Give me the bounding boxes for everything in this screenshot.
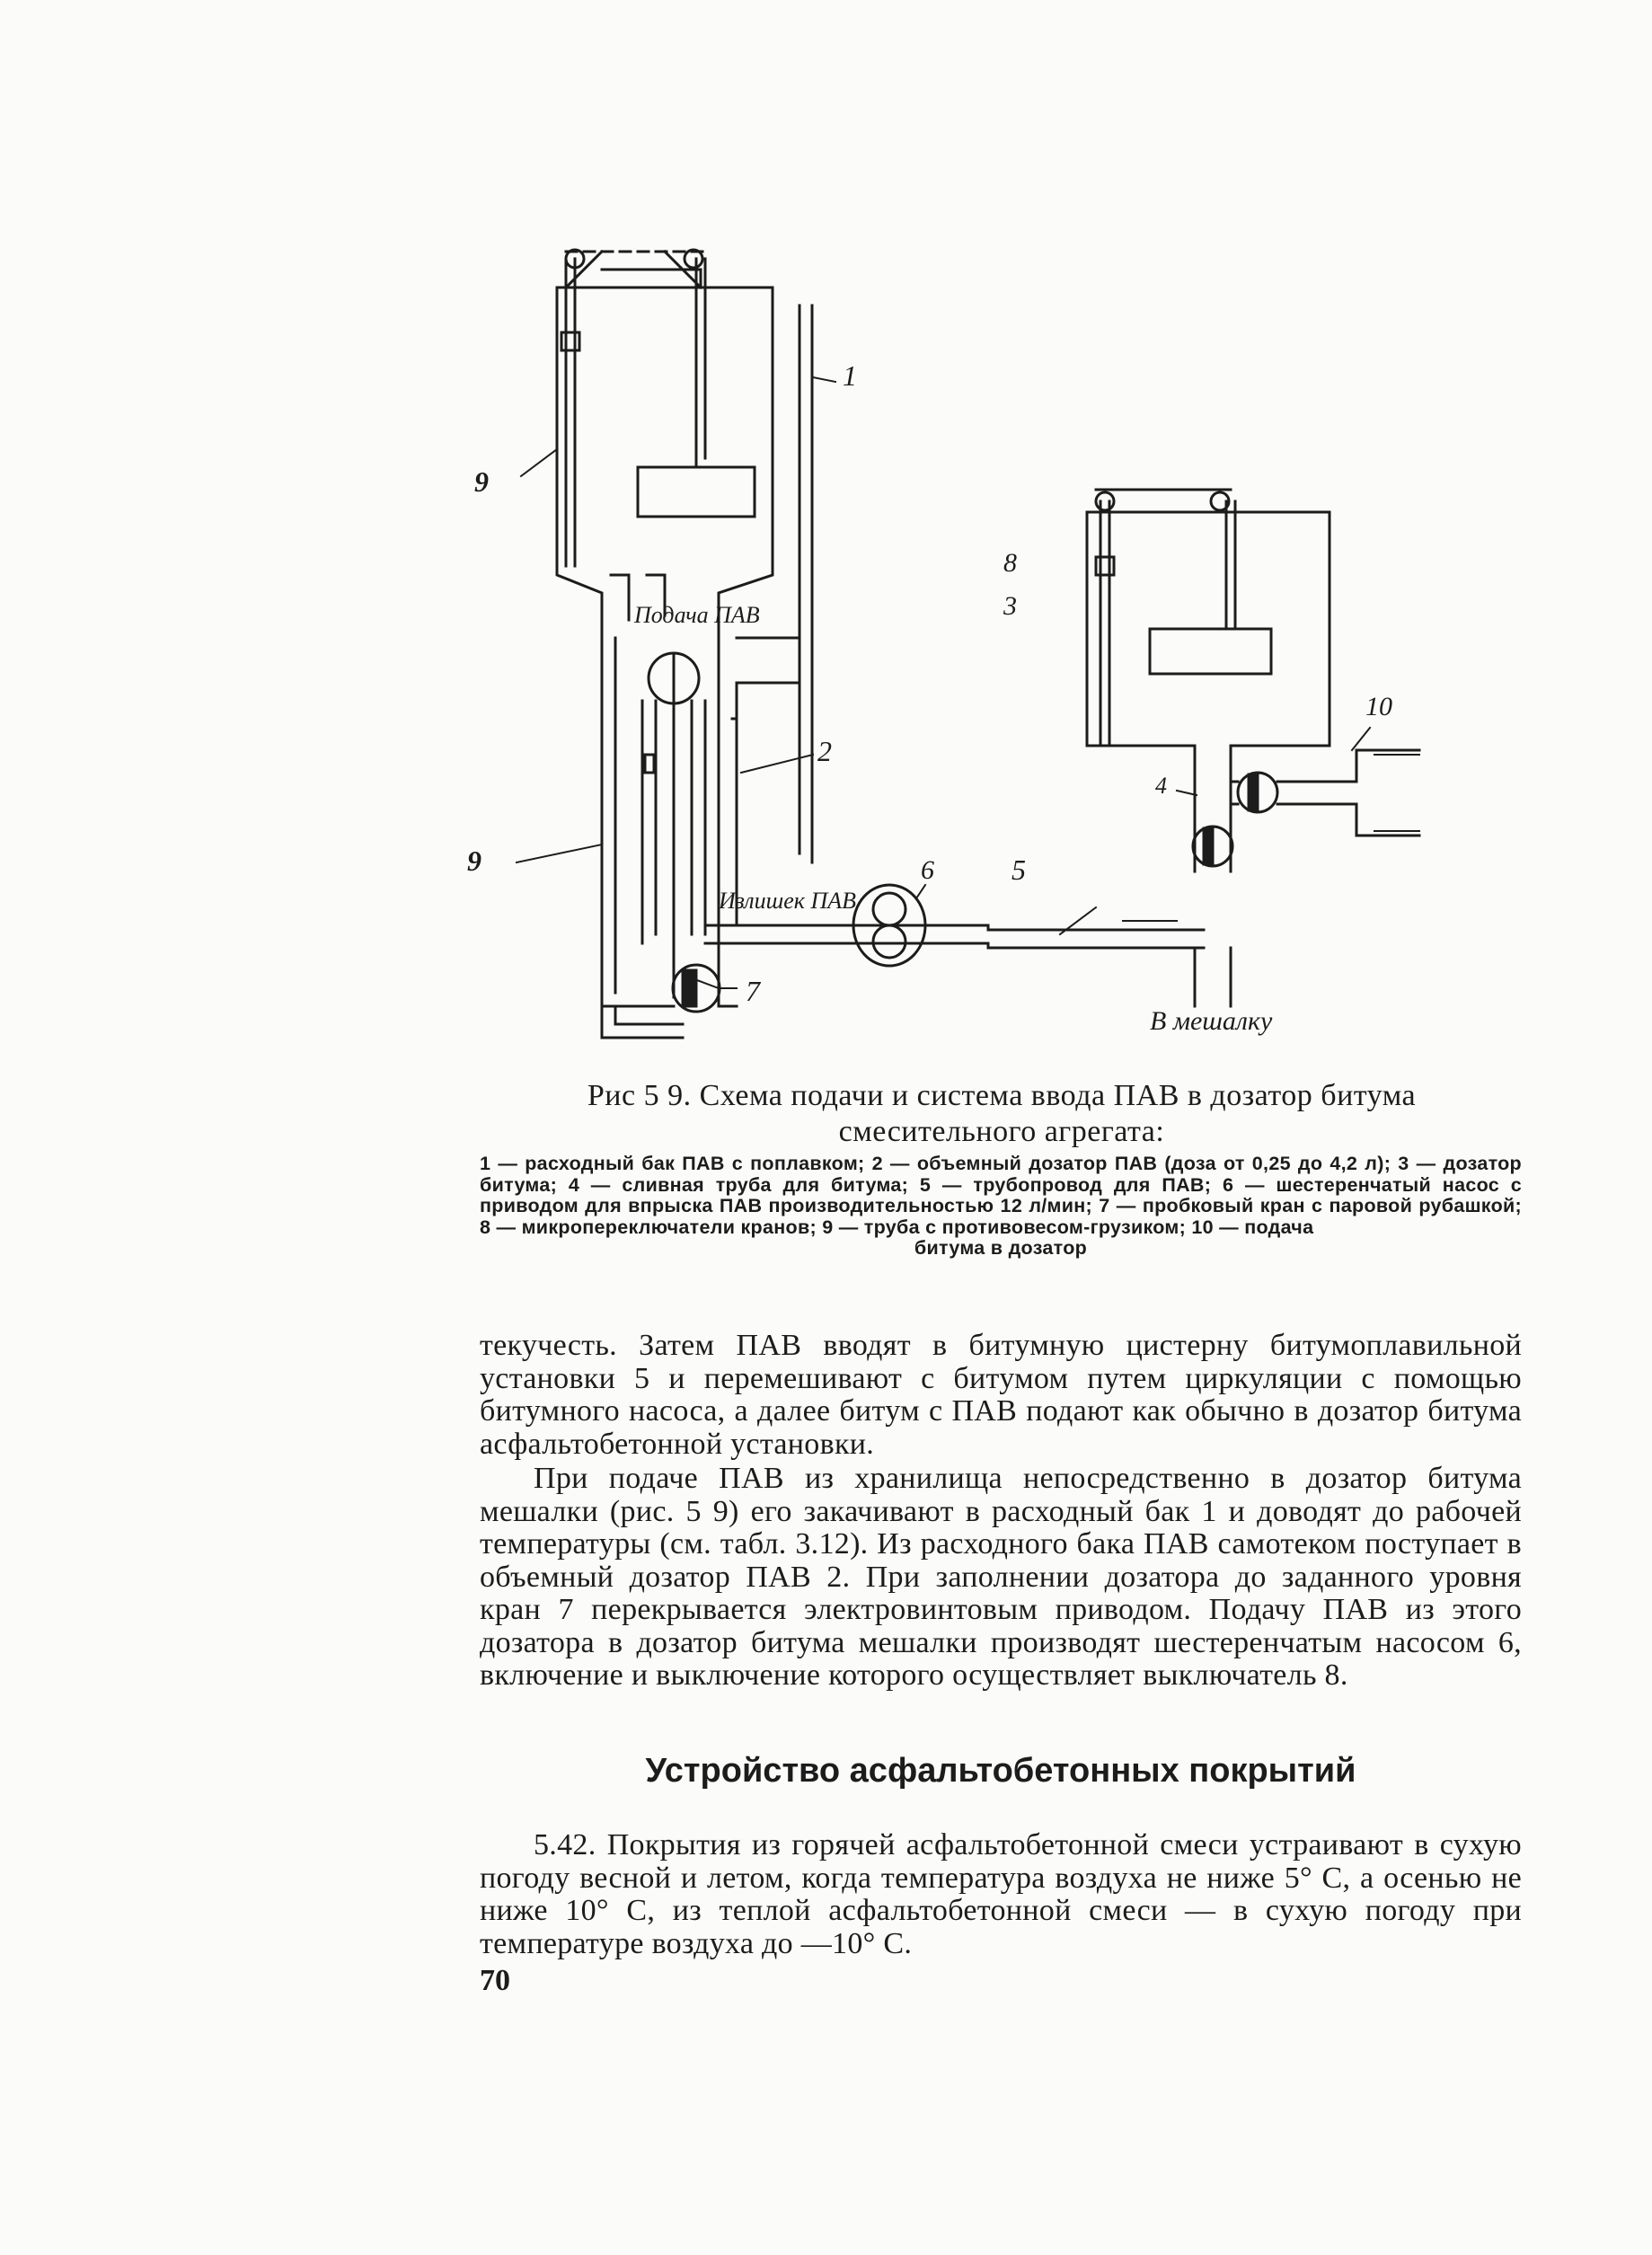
surfactant-pipeline xyxy=(705,921,1204,948)
drain-pipe-4 xyxy=(1193,750,1419,1006)
return-pipe xyxy=(602,1006,683,1038)
label-supply: Подача ПАВ xyxy=(634,602,760,628)
supply-tank xyxy=(557,250,773,638)
bitumen-dispenser xyxy=(1087,490,1330,871)
label-3: 3 xyxy=(1003,591,1017,621)
page-number: 70 xyxy=(480,1964,510,1997)
label-10: 10 xyxy=(1365,692,1392,721)
label-9-top: 9 xyxy=(474,465,489,498)
label-1: 1 xyxy=(843,359,857,392)
diagram-svg xyxy=(467,216,1545,1069)
label-8: 8 xyxy=(1003,548,1017,578)
label-4: 4 xyxy=(1155,773,1167,799)
legend-last-line: битума в дозатор xyxy=(914,1237,1088,1259)
surfactant-dispenser xyxy=(602,633,737,1006)
label-2: 2 xyxy=(817,735,832,767)
section-heading: Устройство асфальтобетонных покрытий xyxy=(645,1752,1356,1790)
legend-text: 1 — расходный бак ПАВ с поплавком; 2 — объемный дозатор ПАВ (доза от 0,25 до 4,2 л); 3 — дозатор битума; 4 — сливная труба для битума; 5 — трубопровод для ПАВ; 6 — шестеренчатый насос с приводом для впрыска ПАВ производительностью 12 л/мин; 7 — пробковый кран с паровой рубашкой; 8 — микропереключатели кранов; 9 — труба с противовесом-грузиком; 10 — подача xyxy=(480,1153,1522,1238)
label-5: 5 xyxy=(1012,853,1026,886)
figure-caption-legend xyxy=(480,1154,1522,1260)
bitumen-float xyxy=(1150,629,1271,674)
label-6: 6 xyxy=(921,855,934,885)
paragraph-3: 5.42. Покрытия из горячей асфальтобетонной смеси устраивают в сухую погоду весной и летом, когда температура воздуха не ниже 5° С, а осенью не ниже 10° С, из теплой асфальтобетонной смеси — в сухую погоду при температуре воздуха до —10° С. xyxy=(480,1828,1522,1960)
counterweight-pipe-left xyxy=(561,259,579,566)
paragraph-2: При подаче ПАВ из хранилища непосредственно в дозатор битума мешалки (рис. 5 9) его закачивают в расходный бак 1 и доводят до рабочей температуры (см. табл. 3.12). Из расходного бака ПАВ самотеком поступает в объемный дозатор ПАВ 2. При заполнении дозатора до заданного уровня кран 7 перекрывается электровинтовым приводом. Подачу ПАВ из этого дозатора в дозатор битума мешалки производят шестеренчатым насосом 6, включение и выключение которого осуществляет выключатель 8. xyxy=(480,1462,1522,1692)
figure-caption-title: Рис 5 9. Схема подачи и система ввода ПАВ в дозатор битума смесительного агрегата: xyxy=(587,1079,1417,1148)
float xyxy=(638,467,755,517)
label-to-mixer: В мешалку xyxy=(1150,1006,1273,1036)
label-9-bottom: 9 xyxy=(467,845,481,877)
paragraph-1: текучесть. Затем ПАВ вводят в битумную цистерну битумоплавильной установки 5 и перемешивают с битумом путем циркуляции с помощью битумного насоса, а далее битум с ПАВ подают как обычно в дозатор битума асфальтобетонной установки. xyxy=(480,1329,1522,1461)
dosing-system-diagram xyxy=(467,216,1545,1069)
leader-lines xyxy=(517,377,1370,988)
plug-valve-7 xyxy=(673,965,720,1012)
label-excess: Излишек ПАВ xyxy=(719,888,856,914)
label-7: 7 xyxy=(746,975,760,1007)
